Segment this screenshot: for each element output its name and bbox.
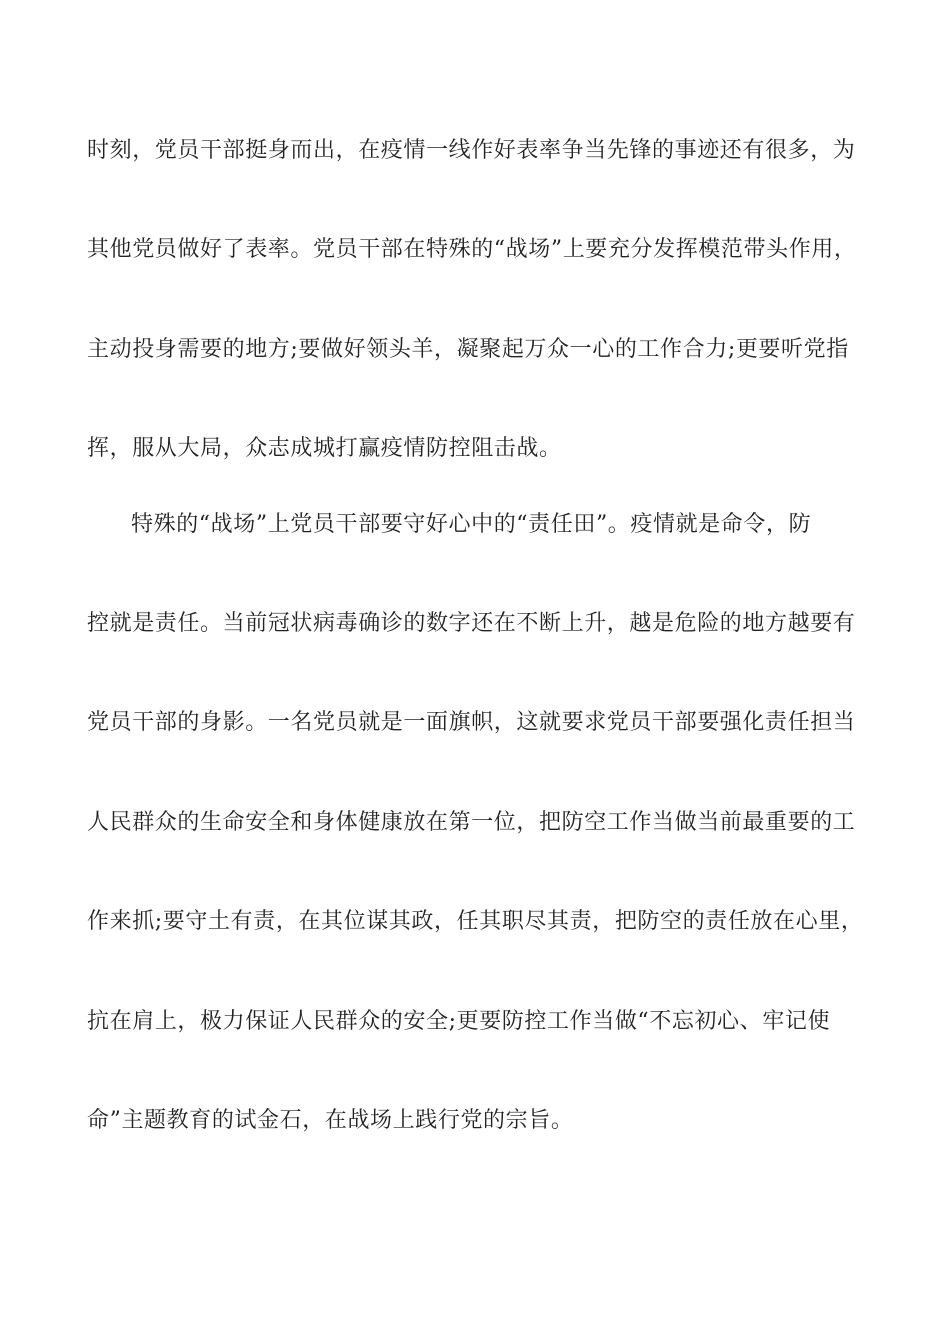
paragraph-2-line-5: 作来抓;要守土有责，在其位谋其政，任其职尽其责，把防空的责任放在心里， [87,909,864,934]
paragraph-2-line-4: 人民群众的生命安全和身体健康放在第一位，把防空工作当做当前最重要的工 [87,810,856,835]
paragraph-1-line-4: 挥，服从大局，众志成城打赢疫情防控阻击战。 [87,436,562,461]
paragraph-2-line-7: 命”主题教育的试金石，在战场上践行党的宗旨。 [87,1108,574,1133]
paragraph-2-line-6: 抗在肩上，极力保证人民群众的安全;更要防控工作当做“不忘初心、牢记使 [87,1009,831,1034]
paragraph-1-line-2: 其他党员做好了表率。党员干部在特殊的“战场”上要充分发挥模范带头作用， [87,237,857,262]
paragraph-1-line-3: 主动投身需要的地方;要做好领头羊，凝聚起万众一心的工作合力;更要听党指 [87,337,849,362]
paragraph-1-line-1: 时刻，党员干部挺身而出，在疫情一线作好表率争当先锋的事迹还有很多，为 [87,138,856,163]
paragraph-2-line-1: 特殊的“战场”上党员干部要守好心中的“责任田”。疫情就是命令，防 [131,512,812,537]
paragraph-2-line-2: 控就是责任。当前冠状病毒确诊的数字还在不断上升，越是危险的地方越要有 [87,611,856,636]
paragraph-2-line-3: 党员干部的身影。一名党员就是一面旗帜，这就要求党员干部要强化责任担当 [87,710,856,735]
